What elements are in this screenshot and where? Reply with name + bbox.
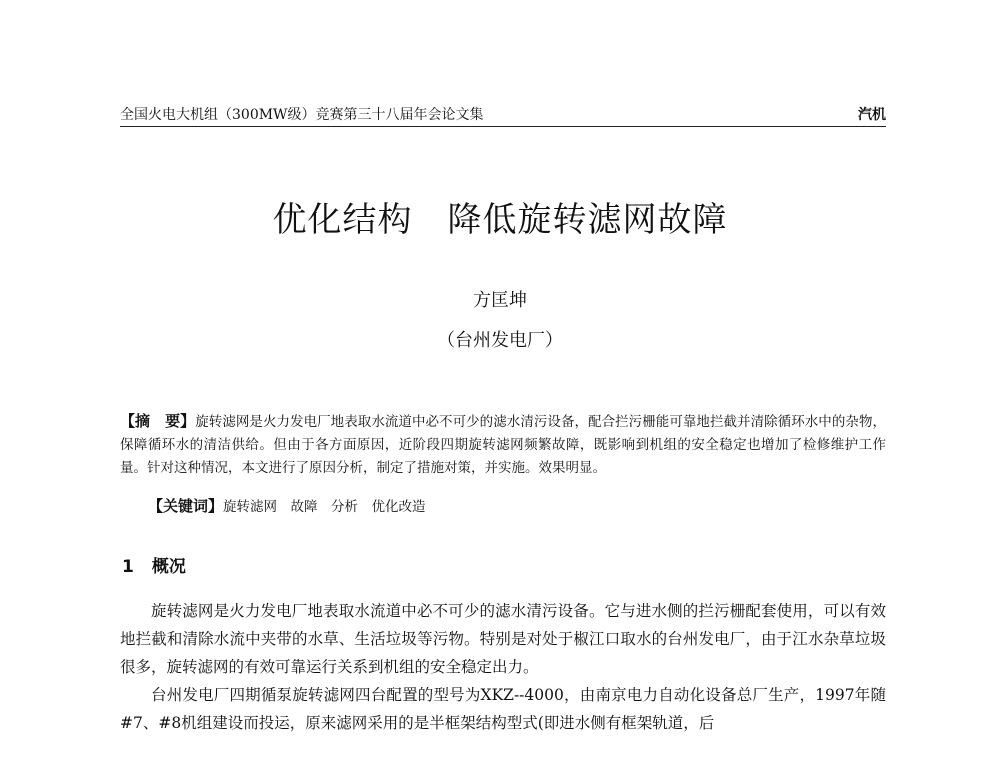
body-paragraph: 台州发电厂四期循泵旋转滤网四台配置的型号为XKZ--4000，由南京电力自动化设备总厂生产，1997年随#7、#8机组建设而投运，原来滤网采用的是半框架结构型式(即进水侧有框架轨道，后 [120, 686, 886, 732]
section-title: 概况 [151, 557, 186, 577]
section-heading [122, 552, 186, 577]
abstract-text: 旋转滤网是火力发电厂地表取水流道中必不可少的滤水清污设备，配合拦污栅能可靠地拦截并清除循环水中的杂物，保障循环水的清洁供给。但由于各方面原因，近阶段四期旋转滤网频繁故障，既影响到机组的安全稳定也增加了检修维护工作量。针对这种情况，本文进行了原因分析，制定了措施对策，并实施。效果明显。 [120, 414, 886, 476]
abstract-label: 【摘 要】 [120, 412, 196, 430]
header-proceedings-title: 全国火电大机组（300MW级）竞赛第三十八届年会论文集 [120, 107, 484, 123]
keywords-text: 旋转滤网 故障 分析 优化改造 [223, 499, 426, 515]
section-body [120, 597, 886, 737]
paper-title: 优化结构 降低旋转滤网故障 [272, 200, 728, 240]
abstract [120, 410, 886, 480]
keywords [148, 495, 886, 519]
keywords-label: 【关键词】 [148, 497, 224, 515]
author-affiliation: （台州发电厂） [437, 330, 563, 351]
body-paragraph: 旋转滤网是火力发电厂地表取水流道中必不可少的滤水清污设备。它与进水侧的拦污栅配套使用，可以有效地拦截和清除水流中夹带的水草、生活垃圾等污物。特别是对处于椒江口取水的台州发电厂，由于江水杂草垃圾很多，旋转滤网的有效可靠运行关系到机组的安全稳定出力。 [120, 602, 886, 676]
running-header [120, 104, 886, 127]
header-section-label: 汽机 [858, 107, 886, 123]
author-name: 方匡坤 [473, 290, 527, 311]
section-number: 1 [122, 557, 134, 577]
